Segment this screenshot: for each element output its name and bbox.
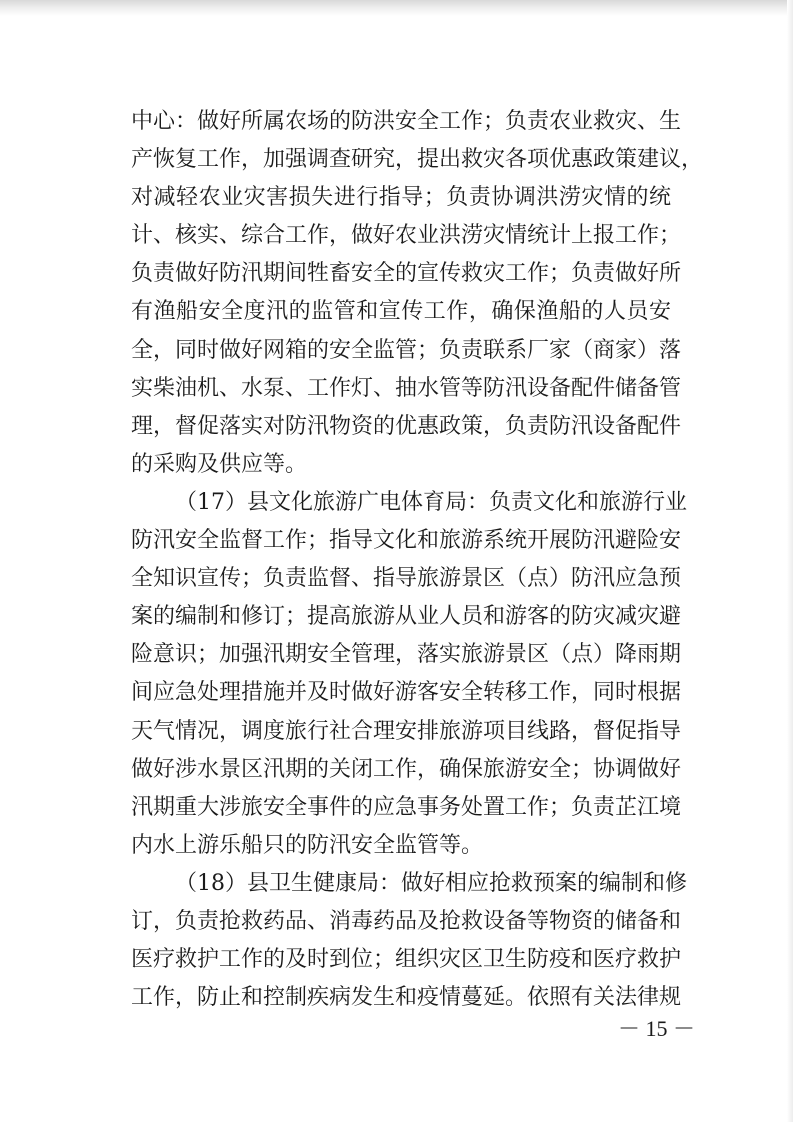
text-line: 有渔船安全度汛的监管和宣传工作，确保渔船的人员安: [131, 299, 671, 325]
paragraph-18-health-bureau: [131, 865, 687, 1017]
text-line: 实柴油机、水泵、工作灯、抽水管等防汛设备配件储备管: [131, 375, 682, 401]
text-line: （18）县卫生健康局：做好相应抢救预案的编制和修: [175, 870, 687, 896]
text-line: 天气情况，调度旅行社合理安排旅游项目线路，督促指导: [131, 718, 682, 744]
text-line: 理，督促落实对防汛物资的优惠政策，负责防汛设备配件: [131, 413, 682, 439]
text-line: （17）县文化旅游广电体育局：负责文化和旅游行业: [175, 489, 687, 515]
paragraph-continued: [131, 103, 704, 484]
text-line: 防汛安全监督工作；指导文化和旅游系统开展防汛避险安: [131, 528, 682, 554]
text-line: 中心：做好所属农场的防洪安全工作；负责农业救灾、生: [131, 109, 682, 134]
text-line: 汛期重大涉旅安全事件的应急事务处置工作；负责芷江境: [131, 794, 682, 820]
text-line: 全，同时做好网箱的安全监管；负责联系厂家（商家）落: [131, 337, 682, 363]
text-line: 做好涉水景区汛期的关闭工作，确保旅游安全；协调做好: [131, 756, 682, 782]
text-line: 负责做好防汛期间牲畜安全的宣传救灾工作；负责做好所: [131, 261, 682, 287]
page-number: － 15 －: [618, 1016, 696, 1041]
text-line: 内水上游乐船只的防汛安全监管等。: [131, 832, 484, 858]
text-line: 医疗救护工作的及时到位；组织灾区卫生防疫和医疗救护: [131, 947, 682, 973]
text-line: 产恢复工作，加强调查研究，提出救灾各项优惠政策建议，: [131, 147, 704, 173]
text-line: 全知识宣传；负责监督、指导旅游景区（点）防汛应急预: [131, 566, 682, 592]
paragraph-17-culture-tourism-bureau: [131, 484, 687, 865]
scan-top-edge: [0, 0, 793, 16]
text-line: 对减轻农业灾害损失进行指导；负责协调洪涝灾情的统: [131, 185, 671, 211]
text-line: 订，负责抢救药品、消毒药品及抢救设备等物资的储备和: [131, 908, 682, 934]
document-body: [131, 103, 704, 1017]
text-line: 工作，防止和控制疾病发生和疫情蔓延。依照有关法律规: [131, 985, 682, 1011]
text-line: 险意识；加强汛期安全管理，落实旅游景区（点）降雨期: [131, 642, 682, 668]
scan-right-edge: [787, 0, 793, 1122]
text-line: 计、核实、综合工作，做好农业洪涝灾情统计上报工作；: [131, 223, 682, 249]
text-line: 的采购及供应等。: [131, 451, 308, 477]
text-line: 案的编制和修订；提高旅游从业人员和游客的防灾减灾避: [131, 604, 682, 630]
text-line: 间应急处理措施并及时做好游客安全转移工作，同时根据: [131, 680, 682, 706]
